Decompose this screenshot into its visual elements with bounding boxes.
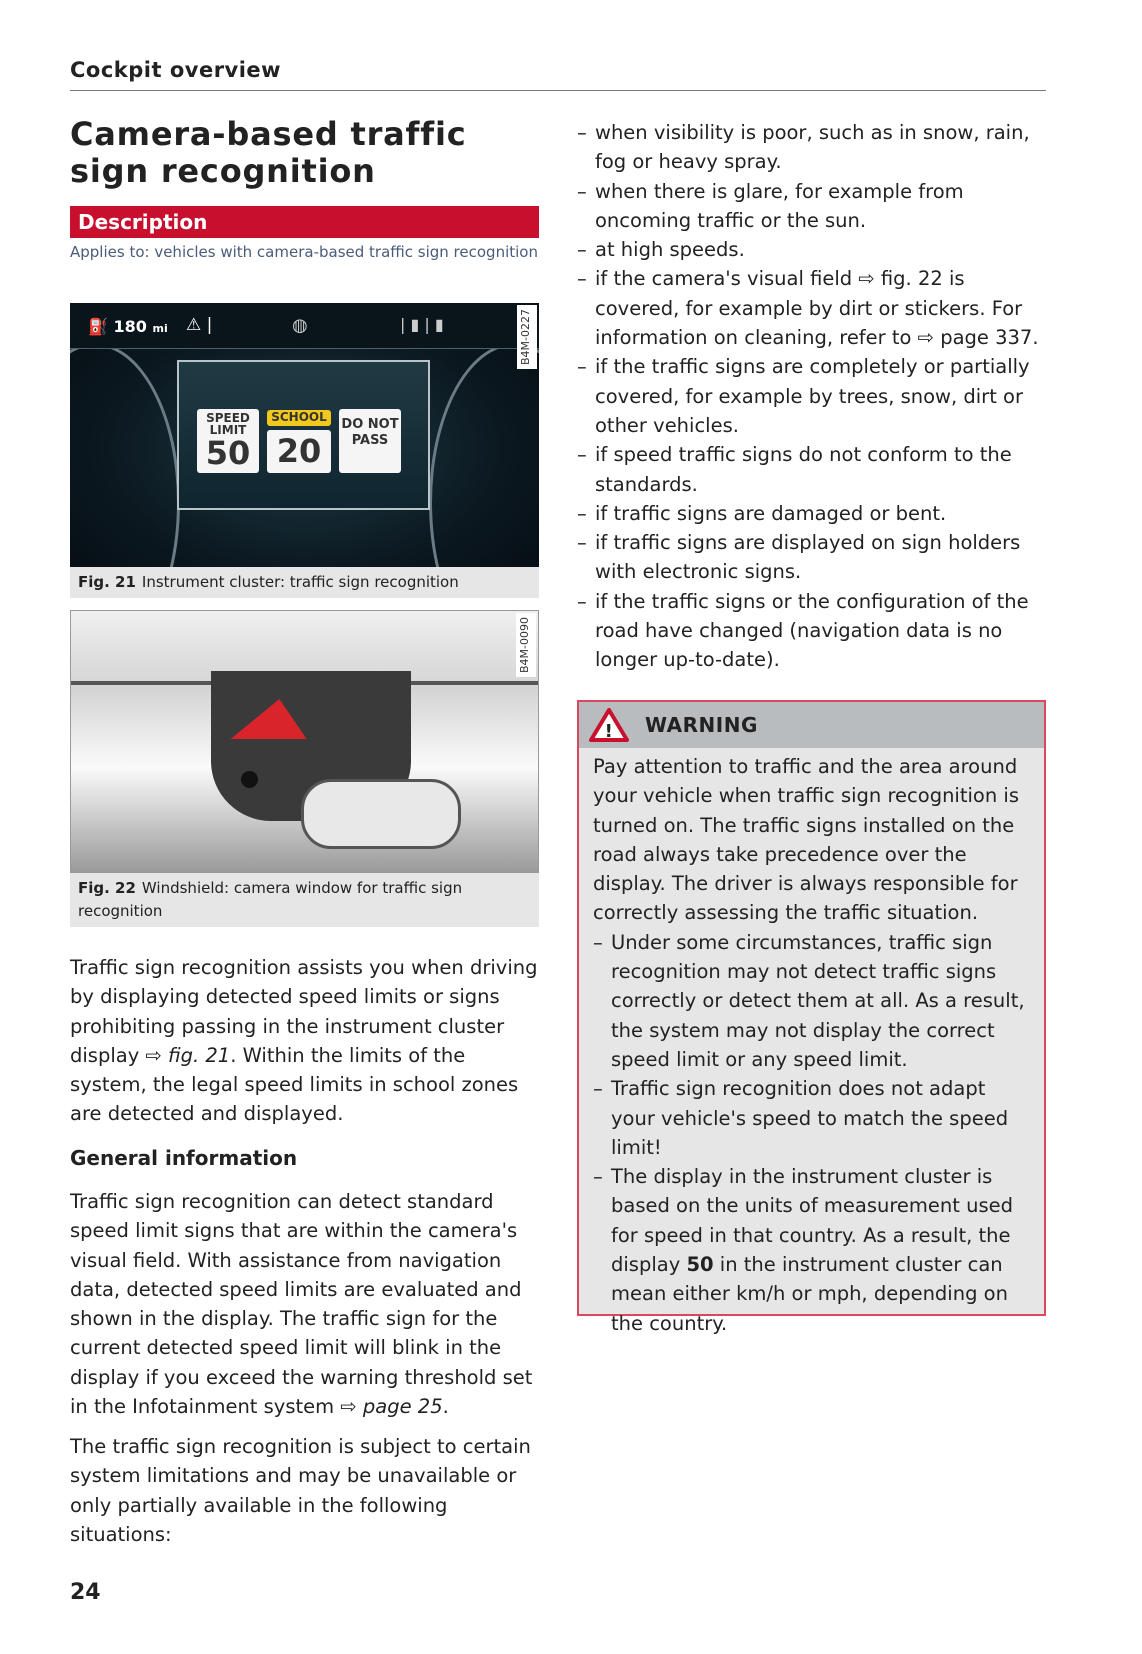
warning-title: WARNING	[645, 713, 758, 737]
page-title: Camera-based traffic sign recognition	[70, 115, 467, 190]
list-item: – if traffic signs are damaged or bent.	[577, 499, 1047, 528]
left-gauge-arc	[70, 343, 180, 567]
list-item: – when visibility is poor, such as in snow, rain, fog or heavy spray.	[577, 118, 1047, 177]
figure-label: Fig. 22	[78, 879, 136, 897]
rearview-mirror	[301, 779, 461, 849]
list-item: – when there is glare, for example from oncoming traffic or the sun.	[577, 177, 1047, 236]
list-item: – if the traffic signs or the configuration of the road have changed (navigation data is no longer up-to-date).	[577, 587, 1047, 675]
figure-22	[70, 610, 539, 927]
camera-lens	[241, 771, 258, 788]
warning-text: Pay attention to traffic and the area around your vehicle when traffic sign recognition is turned on. The traffic signs installed on the road always take precedence over the display. The driver is always responsible for correctly assessing the traffic situation.	[593, 755, 1019, 925]
page-number: 24	[70, 1580, 101, 1605]
globe-icon: ◍	[292, 315, 308, 336]
header-rule	[70, 90, 1046, 91]
camera-window-marker	[231, 699, 318, 739]
sign-display-frame	[177, 360, 430, 510]
figure-label: Fig. 21	[78, 573, 136, 591]
list-item: – if speed traffic signs do not conform to the standards.	[577, 440, 1047, 499]
list-item: – at high speeds.	[577, 235, 1047, 264]
do-not-pass-sign: DO NOT PASS	[339, 409, 401, 473]
range-value: 180	[113, 317, 147, 336]
warning-item: – Under some circumstances, traffic sign recognition may not detect traffic signs correctly or detect them at all. As a result, the system may not display the correct speed limit or any speed limit.	[593, 928, 1030, 1074]
instrument-cluster-image	[70, 303, 539, 567]
figure-caption	[70, 567, 539, 598]
right-gauge-arc	[429, 343, 539, 567]
windshield-camera-image	[70, 610, 539, 873]
caption-text: Instrument cluster: traffic sign recognition	[141, 573, 459, 591]
figure-21	[70, 303, 539, 598]
applies-to: Applies to: vehicles with camera-based traffic sign recognition	[70, 243, 538, 261]
general-paragraph: Traffic sign recognition can detect standard speed limit signs that are within the camera's visual field. With assistance from navigation data, detected speed limits are evaluated and shown in the display. The traffic sign for the current detected speed limit will blink in the display if you exceed the warning threshold set in the Infotainment system ⇨ page 25.	[70, 1190, 533, 1419]
general-heading: General information	[70, 1146, 298, 1170]
list-item: – if traffic signs are displayed on sign holders with electronic signs.	[577, 528, 1047, 587]
warning-item: – Traffic sign recognition does not adapt your vehicle's speed to match the speed limit!	[593, 1074, 1030, 1162]
school-label: SCHOOL	[267, 410, 331, 426]
limitations-list	[577, 118, 1047, 675]
speed-limit-sign: SPEED LIMIT 50	[197, 409, 259, 473]
list-item: – if the camera's visual field ⇨ fig. 22 is covered, for example by dirt or stickers. For information on cleaning, refer to ⇨ page 337.	[577, 264, 1047, 352]
range-unit: mi	[152, 322, 168, 335]
figure-caption	[70, 873, 539, 927]
phone-icon: | ▮ | ▮	[400, 315, 444, 334]
svg-text:!: !	[604, 721, 614, 742]
section-header: Cockpit overview	[70, 58, 282, 82]
description-bar: Description	[70, 206, 539, 238]
list-item: – if the traffic signs are completely or partially covered, for example by trees, snow, dirt or other vehicles.	[577, 352, 1047, 440]
figure-code: B4M-0227	[517, 305, 537, 369]
caption-text: Windshield: camera window for traffic sign recognition	[78, 879, 463, 920]
warning-triangle-icon	[589, 708, 629, 742]
warning-box	[577, 700, 1046, 1335]
limitations-intro: The traffic sign recognition is subject to certain system limitations and may be unavailable or only partially available in the following situations:	[70, 1435, 531, 1546]
warning-header	[579, 702, 1044, 748]
figure-code: B4M-0090	[516, 613, 536, 677]
intro-paragraph: Traffic sign recognition assists you when driving by displaying detected speed limits or signs prohibiting passing in the instrument cluster display ⇨ fig. 21. Within the limits of the system, the legal speed limits in school zones are detected and displayed.	[70, 956, 538, 1126]
warning-triangle-icon: ⚠ |	[186, 315, 213, 335]
page25-link[interactable]: ⇨ page 25	[340, 1395, 443, 1419]
school-speed-sign: 20	[267, 430, 331, 473]
warning-item: – The display in the instrument cluster is based on the units of measurement used for speed in that country. As a result, the display 50 in the instrument cluster can mean either km/h or mph, depending on the country.	[593, 1162, 1030, 1338]
fig21-link[interactable]: ⇨ fig. 21	[145, 1043, 231, 1067]
range-readout: ⛽ 180 mi	[88, 317, 168, 336]
